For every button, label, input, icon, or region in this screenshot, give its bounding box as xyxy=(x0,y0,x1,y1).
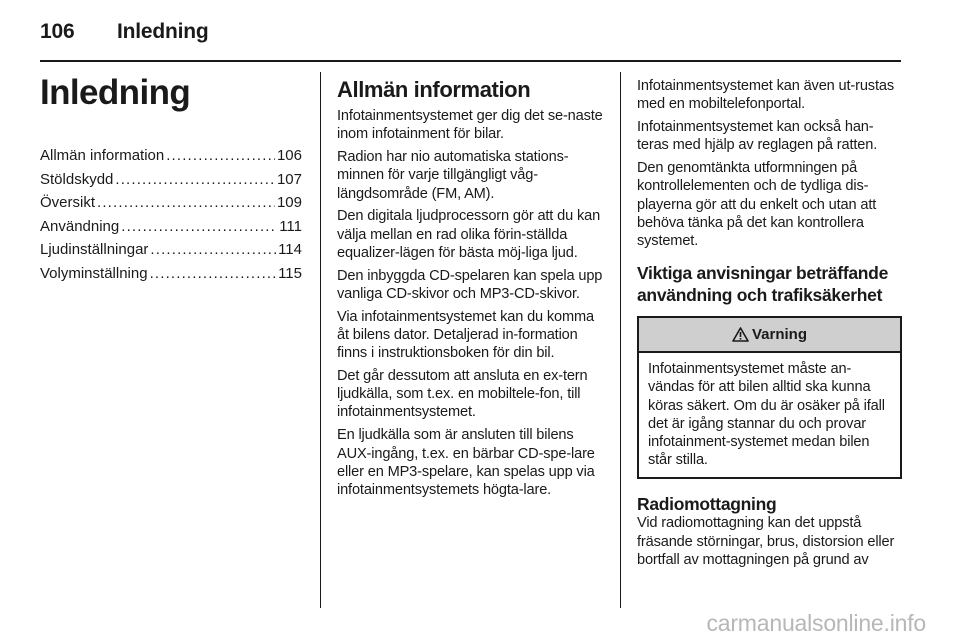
toc-entry-overview[interactable] xyxy=(40,191,302,215)
general-info-column xyxy=(337,77,605,504)
toc-entry-page: 115 xyxy=(278,264,302,282)
toc-entry-usage[interactable] xyxy=(40,215,302,239)
continued-column xyxy=(637,77,902,574)
toc-entry-sound-settings[interactable] xyxy=(40,238,302,262)
radio-reception-text: Vid radiomottagning kan det uppstå fräsande störningar, brus, distorsion eller bortfall av mottagningen på grund av xyxy=(637,515,895,568)
toc-entry-label: Stöldskydd xyxy=(40,170,114,188)
warning-header xyxy=(639,318,900,353)
toc-entry-page: 114 xyxy=(278,241,302,258)
toc-entry-page: 109 xyxy=(276,194,302,211)
toc-list xyxy=(40,144,302,285)
safety-heading: Viktiga anvisningar beträffande användning och trafiksäkerhet xyxy=(637,263,889,306)
toc-entry-label: Volyminställning xyxy=(40,264,148,282)
watermark: carmanualsonline.info xyxy=(706,610,926,636)
toc-entry-page: 106 xyxy=(276,147,302,164)
paragraph: Infotainmentsystemet ger dig det se-naste inom infotainment för bilar. xyxy=(337,108,603,143)
column-divider-2 xyxy=(620,72,621,608)
page-number: 106 xyxy=(40,20,75,43)
toc-entry-label: Allmän information xyxy=(40,147,165,164)
toc-entry-general-info[interactable] xyxy=(40,144,302,168)
paragraph: Den genomtänkta utformningen på kontrollelementen och de tydliga dis-playerna gör att du enkelt och utan att behöva tänka på det kan kontrollera systemet. xyxy=(637,160,877,249)
toc-entry-label: Användning xyxy=(40,217,120,235)
warning-text: Infotainmentsystemet måste an-vändas för att bilen alltid ska kunna köras säkert. Om du är osäker på ifall det är igång stannar du och provar infotainment-systemet medan bilen står stilla. xyxy=(648,361,885,469)
toc-entry-label: Översikt xyxy=(40,194,96,211)
paragraph: Via infotainmentsystemet kan du komma åt bilens dator. Detaljerad in-formation finns i instruktionsboken för din bil. xyxy=(337,308,594,362)
warning-triangle-icon xyxy=(732,327,749,342)
header-rule xyxy=(40,60,901,62)
toc-entry-page: 111 xyxy=(279,217,302,235)
toc-leader-dots xyxy=(121,215,277,239)
paragraph: Infotainmentsystemet kan också han-teras med hjälp av reglagen på ratten. xyxy=(637,119,878,154)
toc-entry-theft-protection[interactable] xyxy=(40,168,302,192)
paragraph: Det går dessutom att ansluta en ex-tern ljudkälla, som t.ex. en mobiltele-fon, till infotainmentsystemet. xyxy=(337,368,588,421)
paragraph: Infotainmentsystemet kan även ut-rustas med en mobiltelefonportal. xyxy=(637,78,894,113)
toc-leader-dots xyxy=(97,191,275,215)
paragraph: Radion har nio automatiska stations-minnen för varje tillgängligt våg-längdsområde (FM, AM). xyxy=(337,149,569,202)
general-info-heading: Allmän information xyxy=(337,77,531,102)
toc-entry-page: 107 xyxy=(276,170,302,188)
radio-reception-heading: Radiomottagning xyxy=(637,494,777,515)
column-divider-1 xyxy=(320,72,321,608)
toc-column xyxy=(40,70,302,285)
toc-leader-dots xyxy=(115,168,275,192)
toc-leader-dots xyxy=(150,262,277,286)
warning-box xyxy=(637,316,902,479)
section-title: Inledning xyxy=(117,20,209,43)
warning-body xyxy=(639,353,900,477)
toc-entry-label: Ljudinställningar xyxy=(40,241,149,258)
paragraph: Den inbyggda CD-spelaren kan spela upp vanliga CD-skivor och MP3-CD-skivor. xyxy=(337,267,603,302)
paragraph: Den digitala ljudprocessorn gör att du kan välja mellan en rad olika förin-ställda equalizer-lägen för bästa möj-liga ljud. xyxy=(337,208,601,261)
toc-leader-dots xyxy=(150,238,276,262)
toc-entry-volume-settings[interactable] xyxy=(40,262,302,286)
chapter-title: Inledning xyxy=(40,73,191,112)
toc-leader-dots xyxy=(166,144,275,168)
paragraph: En ljudkälla som är ansluten till bilens AUX-ingång, t.ex. en bärbar CD-spe-lare eller en MP3-spelare, kan spelas upp via infotainmentsystemets högta-lare. xyxy=(337,427,595,498)
warning-title: Varning xyxy=(751,326,807,344)
